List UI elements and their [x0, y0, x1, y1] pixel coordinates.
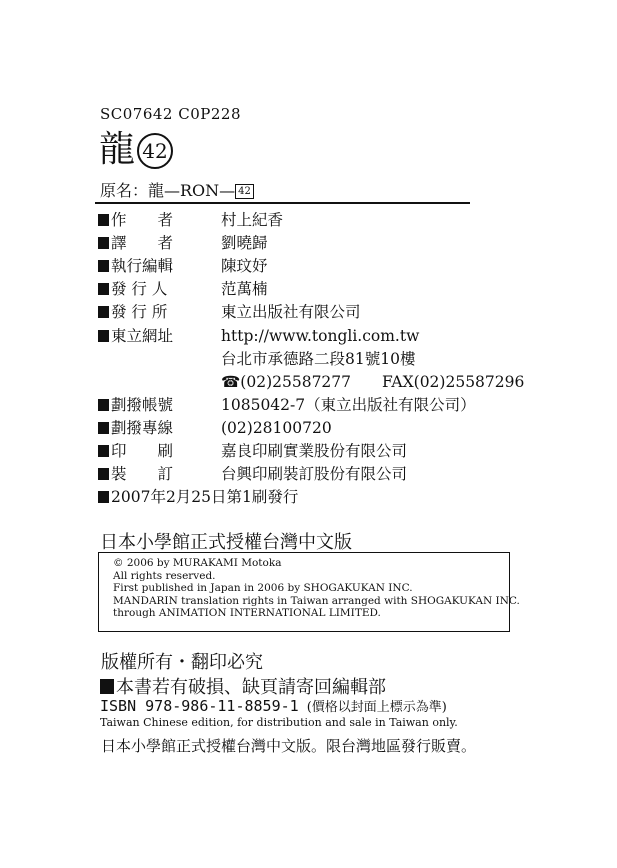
credit-label: 劃撥帳號 — [111, 395, 174, 414]
square-bullet-icon — [100, 679, 114, 694]
credit-row — [98, 254, 268, 278]
copyright-line: First published in Japan in 2006 by SHOGAKUKAN INC. — [113, 582, 413, 595]
title-text: 龍 — [99, 129, 136, 170]
credit-label: 劃撥專線 — [111, 418, 174, 437]
credit-label: 發 行 人 — [111, 280, 168, 299]
credit-row — [98, 324, 420, 348]
license-header: 日本小學館正式授權台灣中文版 — [100, 532, 352, 553]
square-bullet-icon — [98, 491, 109, 503]
isbn: ISBN 978-986-11-8859-1 — [100, 697, 299, 715]
original-title — [100, 178, 254, 201]
bottom-notice: 日本小學館正式授權台灣中文版。限台灣地區發行販賣。 — [101, 737, 477, 755]
volume-circle: 42 — [137, 133, 173, 169]
credit-value: 2007年2月25日第1刷發行 — [111, 488, 299, 507]
title-divider — [95, 202, 470, 204]
credit-label: 發 行 所 — [111, 303, 168, 322]
rights-reserved: 版權所有・翻印必究 — [101, 652, 263, 673]
credit-value: 東立出版社有限公司 — [221, 303, 361, 322]
credit-value: ☎(02)25587277 FAX(02)25587296 — [221, 372, 525, 391]
credit-row — [98, 393, 476, 417]
credit-value: 嘉良印刷實業股份有限公司 — [221, 442, 408, 460]
taiwan-edition-note: Taiwan Chinese edition, for distribution and sale in Taiwan only. — [100, 716, 458, 729]
credit-label: 執行編輯 — [111, 257, 174, 276]
credit-row — [98, 277, 268, 301]
credit-value: 台興印刷裝訂股份有限公司 — [221, 465, 408, 484]
credit-row — [98, 439, 408, 463]
credit-value: http://www.tongli.com.tw — [221, 326, 420, 345]
square-bullet-icon — [98, 422, 109, 434]
credit-value: 陳玟妤 — [221, 257, 268, 276]
square-bullet-icon — [98, 237, 109, 249]
copyright-line: MANDARIN translation rights in Taiwan arranged with SHOGAKUKAN INC. — [113, 594, 520, 607]
credit-value: 村上紀香 — [221, 211, 284, 229]
original-volume-box: 42 — [235, 184, 254, 199]
credit-label: 裝 訂 — [111, 465, 174, 484]
square-bullet-icon — [98, 306, 109, 318]
square-bullet-icon — [98, 260, 109, 272]
square-bullet-icon — [98, 283, 109, 295]
credit-value: 1085042-7（東立出版社有限公司） — [221, 395, 476, 414]
copyright-line: All rights reserved. — [113, 569, 216, 582]
credit-value: 台北市承德路二段81號10樓 — [221, 349, 416, 368]
book-title — [99, 130, 173, 174]
credit-value: 范萬楠 — [221, 280, 268, 299]
credit-row — [98, 231, 268, 255]
copyright-box — [98, 552, 520, 632]
credit-value: (02)28100720 — [221, 418, 332, 437]
square-bullet-icon — [98, 330, 109, 342]
isbn-row — [100, 696, 447, 715]
original-title-text: 原名：龍—RON— — [100, 181, 236, 200]
credit-row — [98, 416, 332, 440]
price-note: (價格以封面上標示為準) — [306, 700, 447, 715]
damaged-notice: 本書若有破損、缺頁請寄回編輯部 — [116, 677, 386, 698]
credit-value: 劉曉歸 — [221, 234, 268, 253]
credit-label: 譯 者 — [111, 234, 174, 253]
copyright-line: © 2006 by MURAKAMI Motoka — [113, 557, 282, 569]
square-bullet-icon — [98, 399, 109, 411]
product-code: SC07642 C0P228 — [100, 105, 241, 123]
credit-row — [98, 462, 408, 486]
copyright-line: through ANIMATION INTERNATIONAL LIMITED. — [113, 607, 381, 620]
square-bullet-icon — [98, 445, 109, 457]
credit-label: 作 者 — [111, 211, 174, 229]
square-bullet-icon — [98, 214, 109, 226]
square-bullet-icon — [98, 468, 109, 480]
credit-row — [98, 208, 284, 232]
credit-label: 印 刷 — [111, 442, 174, 460]
credit-label: 東立網址 — [111, 326, 174, 345]
credit-row — [98, 485, 298, 509]
credit-row — [98, 300, 361, 324]
